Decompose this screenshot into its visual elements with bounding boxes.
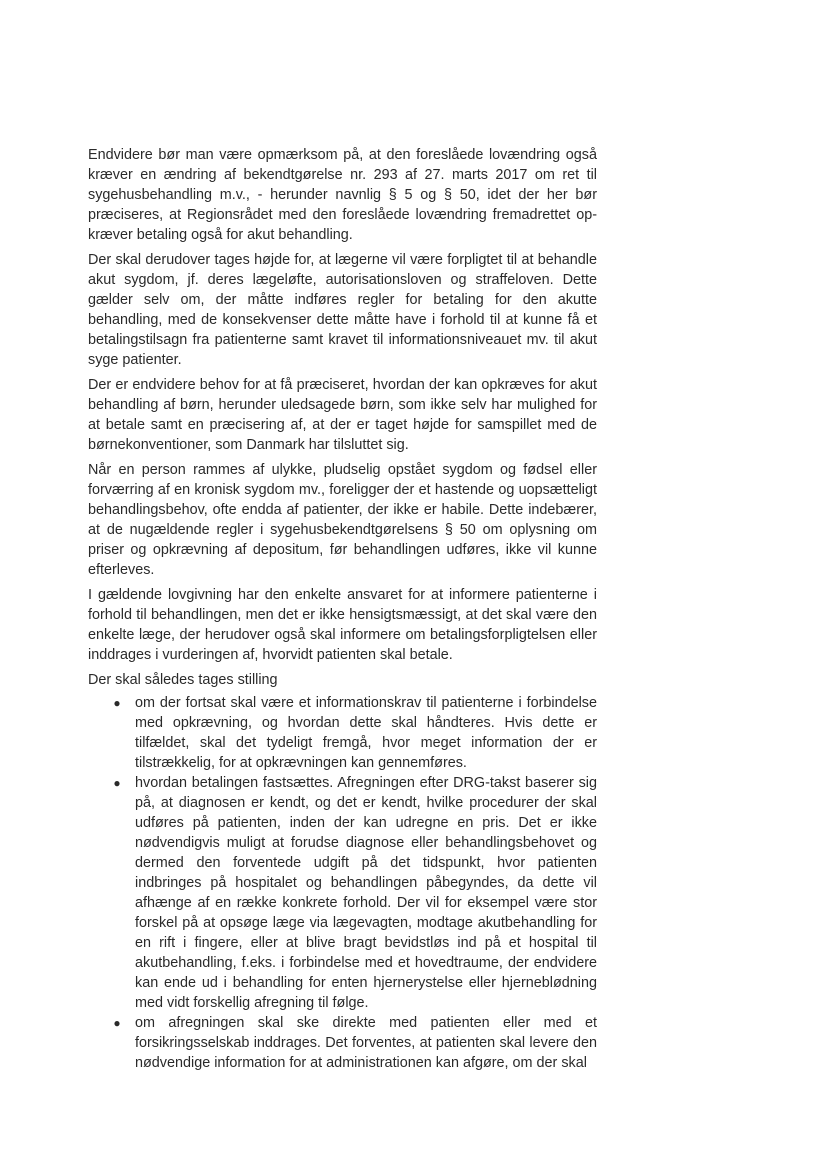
paragraph-boern: Der er endvidere behov for at få præciseret, hvordan der kan opkræves for akut behandling af børn, herunder uledsagede børn, som ikke selv har mulighed for at betale samt en præcisering af, at der er taget højde for samspillet med de børnekonventioner, som Danmark har tilsluttet sig.	[88, 377, 597, 453]
bullet-text: om afregningen skal ske direkte med patienten eller med et forsikringsselskab inddrages. Det forventes, at patienten skal levere den nødvendige information for at administrationen kan afgøre, om der skal	[135, 1015, 597, 1071]
paragraph-hastende-behov: Når en person rammes af ulykke, pludselig opstået sygdom og fødsel eller forværring af en kronisk sygdom mv., foreligger der et hastende og uopsætteligt behandlingsbehov, ofte endda af patienter, der ikke er habile. Dette indebærer, at de nugældende regler i sygehusbekendtgørelsens § 50 om oplysning om priser og opkrævning af depositum, før behandlingen udføres, ikke vil kunne efterleves.	[88, 462, 597, 578]
document-body	[88, 145, 597, 1073]
bullet-list	[88, 693, 597, 1073]
list-item	[88, 773, 597, 1013]
paragraph-information-ansvar: I gældende lovgivning har den enkelte ansvaret for at informere patienterne i forhold til behandlingen, men det er ikke hensigtsmæssigt, at det skal være den enkelte læge, der herudover også skal informere om betalingsforpligtelsen eller inddrages i vurderingen af, hvorvidt patienten skal betale.	[88, 587, 597, 663]
bullet-icon: ●	[113, 696, 121, 710]
intro-line: Der skal således tages stilling	[88, 672, 278, 688]
bullet-icon: ●	[113, 776, 121, 790]
bullet-text: om der fortsat skal være et informationskrav til patienterne i forbindelse med opkrævning, og hvordan dette skal håndteres. Hvis dette er tilfældet, skal det tydeligt fremgå, hvor meget information der er tilstrækkelig, for at opkrævningen kan gennemføres.	[135, 695, 597, 771]
list-item	[88, 693, 597, 773]
bullet-text: hvordan betalingen fastsættes. Afregningen efter DRG-takst baserer sig på, at diagnosen er kendt, og det er kendt, hvilke procedurer der skal udføres på patienten, inden der kan udregne en pris. Det er ikke nødvendigvis muligt at forudse diagnose eller behandlingsbehovet og dermed den forventede udgift på det tidspunkt, hvor patienten indbringes på hospitalet og behandlingen påbegyndes, da dette vil afhænge af en række konkrete forhold. Der vil for eksempel være stor forskel på at opsøge læge via lægevagten, modtage akutbehandling for en rift i fingere, eller at blive bragt bevidstløs ind på et hospital til akutbehandling, f.eks. i forbindelse med et hovedtraume, der endvidere kan ende ud i behandling for enten hjernerystelse eller hjerneblødning med vidt forskellig afregning til følge.	[135, 775, 597, 1011]
paragraph-bekendtgorelse: Endvidere bør man være opmærksom på, at den foreslåede lovændring også kræver en ændring af bekendtgørelse nr. 293 af 27. marts 2017 om ret til sygehusbehandling m.v., - herunder navnlig § 5 og § 50, idet der her bør præciseres, at Regionsrådet med den foreslåede lovændring fremadrettet opkræver betaling også for akut behandling.	[88, 147, 597, 243]
bullet-icon: ●	[113, 1016, 121, 1030]
list-item	[88, 1013, 597, 1073]
paragraph-laeger-akut: Der skal derudover tages højde for, at lægerne vil være forpligtet til at behandle akut sygdom, jf. deres lægeløfte, autorisationsloven og straffeloven. Dette gælder selv om, der måtte indføres regler for betaling for den akutte behandling, med de konsekvenser dette måtte have i forhold til at kunne få et betalingstilsagn fra patienterne samt kravet til informationsniveauet mv. til akut syge patienter.	[88, 252, 597, 368]
